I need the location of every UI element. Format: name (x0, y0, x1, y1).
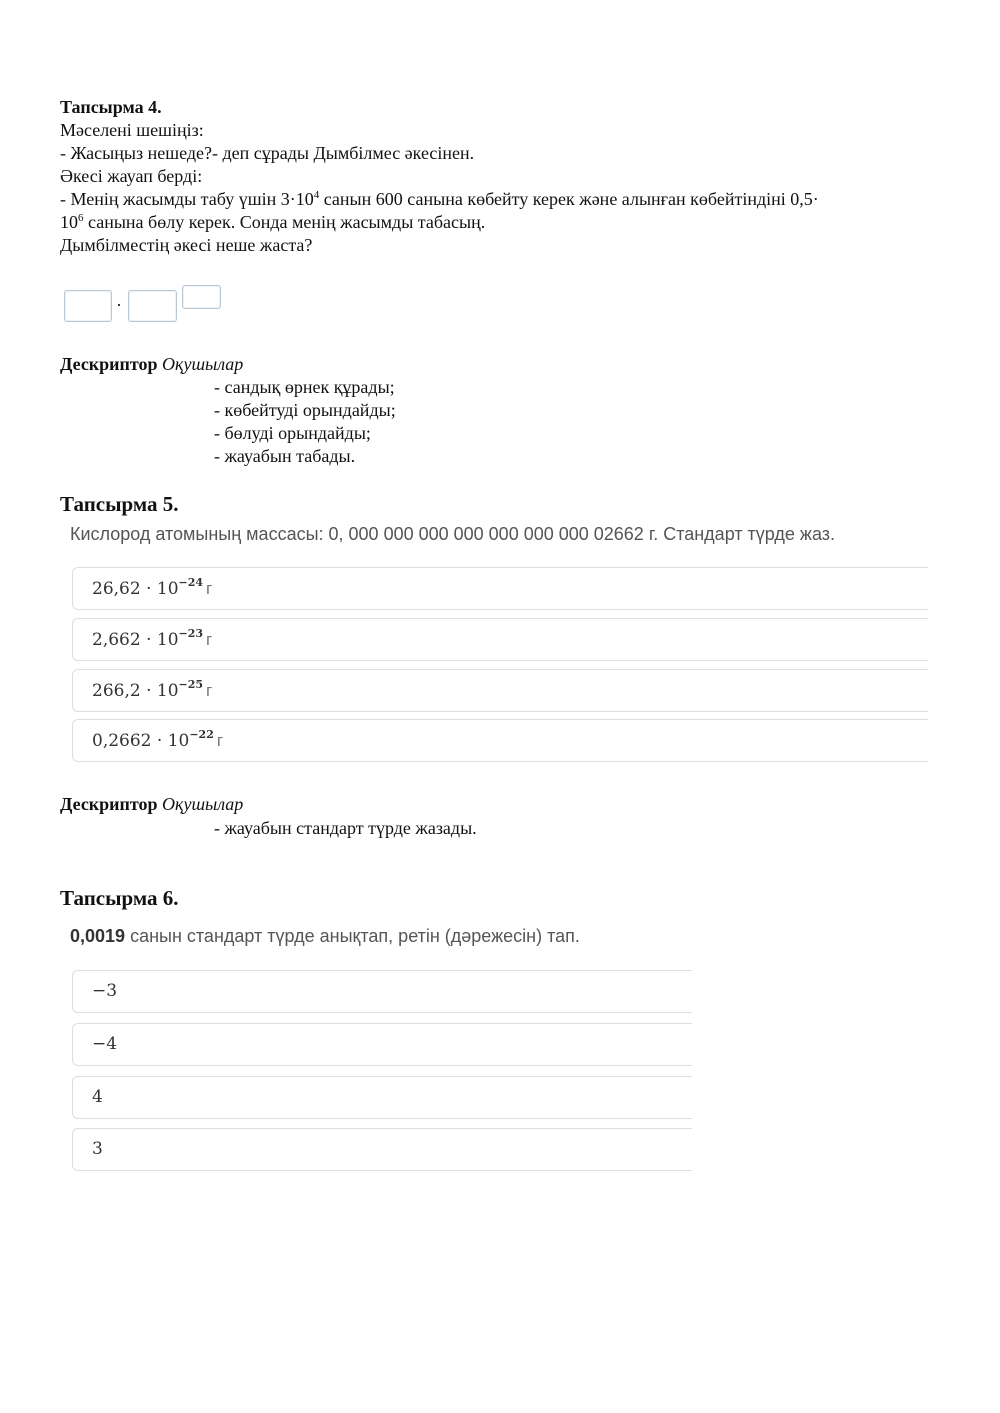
task4-descriptor-heading (60, 353, 243, 376)
task4-intro: Мәселені шешіңіз: (60, 120, 204, 140)
task6-question-text: санын стандарт түрде анықтап, ретін (дәрежесін) тап. (125, 926, 580, 946)
task6-option-2[interactable] (72, 1023, 692, 1066)
task4-line3-text-b: санын 600 санына көбейту керек және алынған көбейтіндіні 0,5· (319, 189, 819, 209)
descriptor-who: Оқушылар (162, 794, 244, 814)
task6-title: Тапсырма 6. (60, 886, 179, 910)
option-value: −3 (92, 981, 118, 1001)
task4-question: Дымбілместің әкесі неше жаста? (60, 235, 313, 255)
answer-dot: · (116, 295, 122, 315)
option-exponent: −24 (178, 576, 204, 589)
option-value: 4 (92, 1087, 103, 1107)
task4-line3-exponent: 4 (313, 189, 320, 201)
descriptor-label: Дескриптор (60, 354, 158, 374)
option-value: 2,662 · 10 (92, 630, 179, 650)
task4-title: Тапсырма 4. (60, 97, 162, 117)
option-exponent: −23 (178, 627, 204, 640)
option-unit: г (206, 630, 213, 649)
task4-line4-exponent: 6 (78, 212, 84, 224)
task4-line2: Әкесі жауап берді: (60, 166, 203, 186)
task5-option-4[interactable] (72, 719, 928, 762)
descriptor-item: - бөлуді орындайды; (214, 423, 371, 443)
task5-title: Тапсырма 5. (60, 492, 179, 516)
descriptor-item: - көбейтуді орындайды; (214, 400, 396, 420)
task6-option-1[interactable] (72, 970, 692, 1013)
task4-line3-text: - Менің жасымды табу үшін 3·10 (60, 189, 314, 209)
answer-input-exponent[interactable] (182, 285, 221, 309)
task4-problem (60, 119, 940, 257)
task5-option-2[interactable] (72, 618, 928, 661)
option-unit: г (206, 579, 213, 598)
option-value: 266,2 · 10 (92, 681, 179, 701)
option-value: 26,62 · 10 (92, 579, 179, 599)
task4-line3 (60, 188, 940, 211)
task4-line1: - Жасыңыз нешеде?- деп сұрады Дымбілмес әкесінен. (60, 143, 475, 163)
task5-option-3[interactable] (72, 669, 928, 712)
option-unit: г (216, 731, 224, 750)
task6-question (70, 926, 580, 947)
option-unit: г (206, 681, 213, 700)
answer-input-mantissa[interactable] (64, 290, 112, 322)
answer-input-base[interactable] (128, 290, 177, 322)
descriptor-item: - жауабын стандарт түрде жазады. (214, 818, 477, 838)
option-value: −4 (92, 1034, 118, 1054)
option-value: 0,2662 · 10 (92, 731, 190, 751)
task5-descriptor-heading (60, 793, 243, 816)
option-exponent: −22 (189, 728, 214, 741)
task6-option-4[interactable] (72, 1128, 692, 1171)
task6-question-number: 0,0019 (70, 926, 126, 946)
descriptor-who: Оқушылар (162, 354, 244, 374)
task4-line4-text-b: санына бөлу керек. Сонда менің жасымды табасың. (83, 212, 486, 232)
task4-descriptor-list (214, 376, 396, 468)
descriptor-item: - сандық өрнек құрады; (214, 377, 395, 397)
task4-line4-text: 10 (60, 212, 78, 232)
task6-option-3[interactable] (72, 1076, 692, 1119)
option-value: 3 (92, 1139, 103, 1159)
task5-option-1[interactable] (72, 567, 928, 610)
task5-question: Кислород атомының массасы: 0, 000 000 000 000 000 000 000 02662 г. Стандарт түрде жаз. (70, 524, 836, 544)
descriptor-label: Дескриптор (60, 794, 158, 814)
task5-descriptor-list (214, 817, 477, 840)
descriptor-item: - жауабын табады. (214, 446, 356, 466)
option-exponent: −25 (178, 678, 204, 691)
task4-line4 (60, 211, 940, 234)
